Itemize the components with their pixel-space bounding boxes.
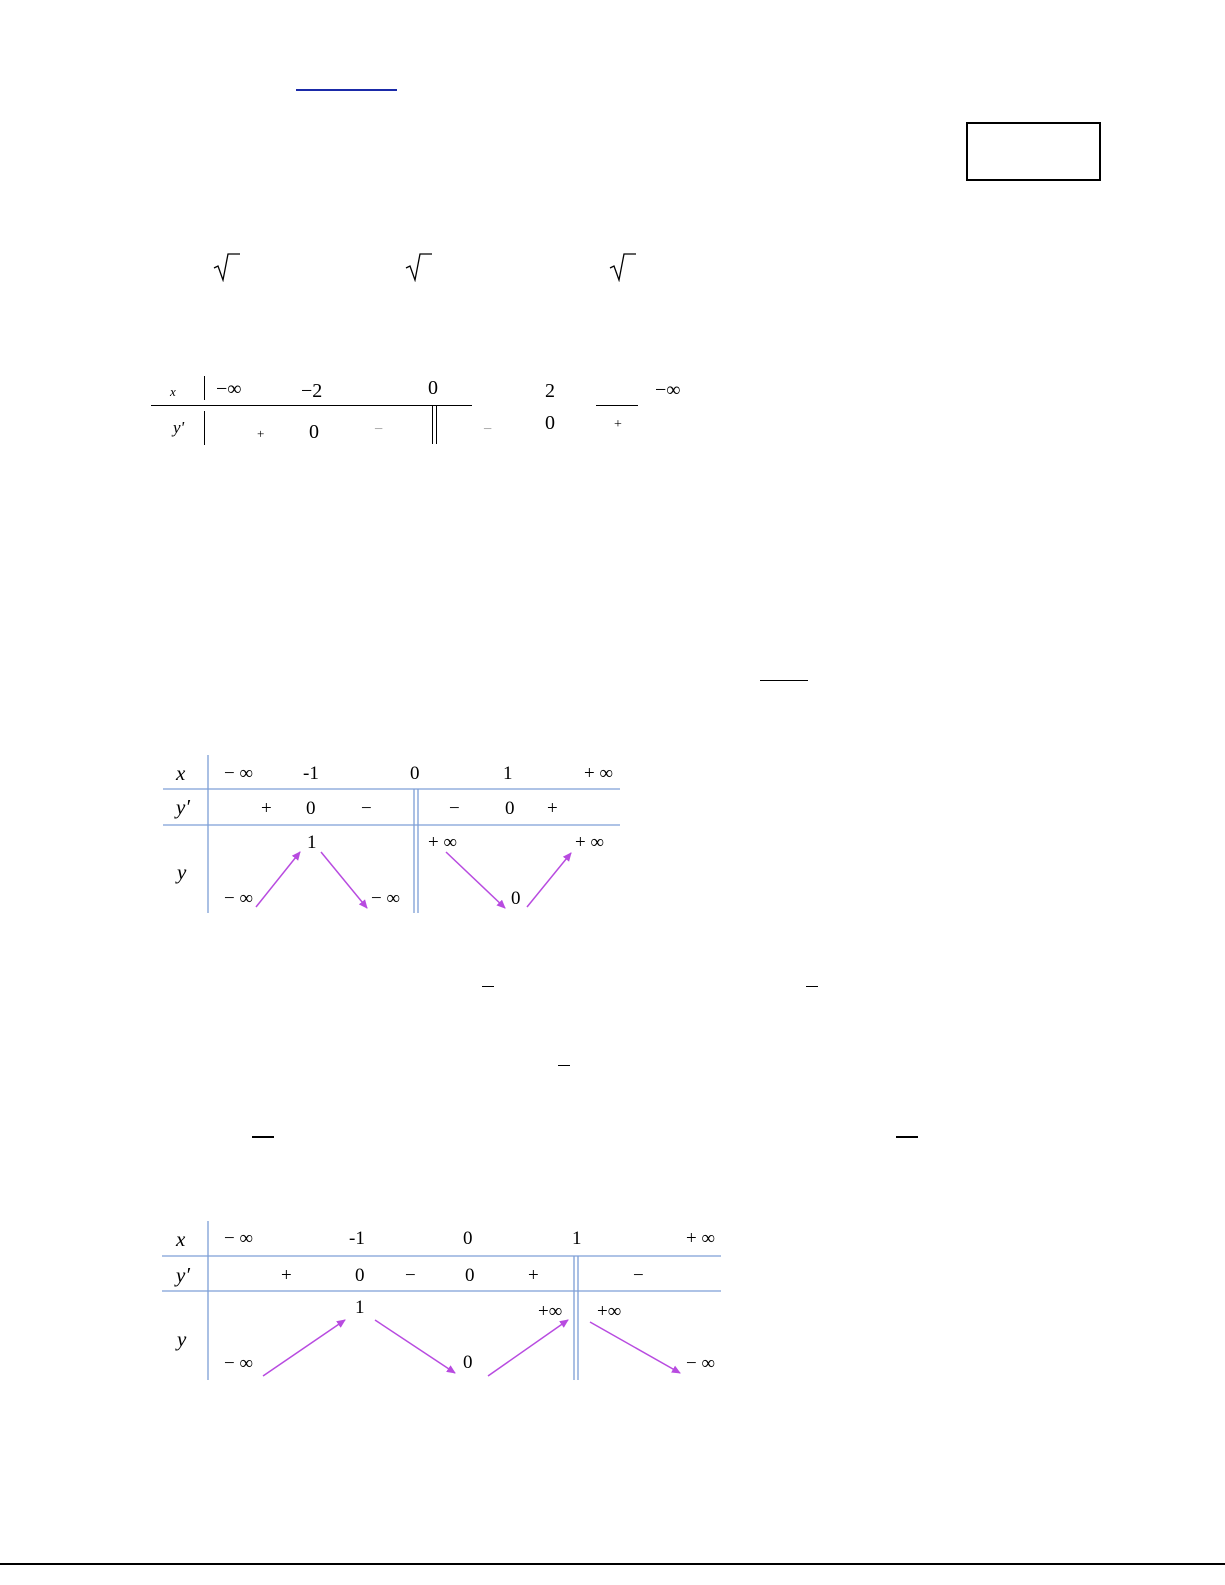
t3-yp-zero-2: 0	[465, 1265, 475, 1286]
t2-y-pos-inf-left: + ∞	[428, 832, 458, 853]
t1-yp-minus-1: −	[374, 421, 384, 438]
t2-x-zero: 0	[410, 763, 420, 784]
t3-y-neg-inf-right: − ∞	[686, 1353, 716, 1374]
t2-y-neg-inf-mid: − ∞	[371, 888, 401, 909]
t3-yp-plus-1: +	[281, 1265, 292, 1286]
t1-x-label: x	[170, 384, 176, 399]
t2-yp-minus-1: −	[361, 798, 372, 819]
t2-x-pos-inf: + ∞	[584, 763, 614, 784]
t2-yp-label: y′	[176, 795, 190, 819]
t3-x-pos-inf: + ∞	[686, 1228, 716, 1249]
t3-arrow-down-1	[375, 1320, 455, 1373]
t3-yp-label: y′	[176, 1263, 190, 1287]
t1-yp-label: y'	[173, 418, 185, 437]
t3-yp-minus-2: −	[633, 1265, 644, 1286]
t3-y-pos-inf-left: +∞	[538, 1301, 563, 1322]
t3-x-one: 1	[572, 1228, 582, 1249]
t2-y-pos-inf-right: + ∞	[575, 832, 605, 853]
t3-y-max: 1	[355, 1297, 365, 1318]
t2-x-neg-inf: − ∞	[224, 763, 254, 784]
t2-yp-minus-2: −	[449, 798, 460, 819]
t3-x-zero: 0	[463, 1228, 473, 1249]
t3-y-min: 0	[463, 1352, 473, 1373]
t3-x-label: x	[176, 1227, 186, 1251]
t3-x-neg1: -1	[349, 1228, 365, 1249]
t1-x-two: 2	[545, 380, 555, 402]
t3-yp-zero-1: 0	[355, 1265, 365, 1286]
t1-yp-zero-2: 0	[545, 412, 555, 434]
t1-yp-plus-1: +	[257, 426, 265, 441]
t1-yp-minus-2: −	[483, 421, 493, 438]
t1-yp-plus-2: +	[614, 417, 622, 432]
t2-y-max: 1	[307, 832, 317, 853]
t3-y-neg-inf-left: − ∞	[224, 1353, 254, 1374]
t3-x-neg-inf: − ∞	[224, 1228, 254, 1249]
t2-yp-plus-1: +	[261, 798, 272, 819]
t2-yp-zero-1: 0	[306, 798, 316, 819]
t3-yp-plus-2: +	[528, 1265, 539, 1286]
t3-arrow-up-2	[488, 1320, 568, 1376]
t1-x-zero: 0	[428, 377, 438, 399]
t3-y-label: y	[177, 1327, 187, 1351]
t2-x-one: 1	[503, 763, 513, 784]
t1-yp-zero-1: 0	[309, 421, 319, 443]
t2-x-label: x	[176, 761, 186, 785]
t3-arrow-up-1	[263, 1320, 345, 1376]
t1-x-neg-inf: −∞	[216, 378, 242, 400]
t3-yp-minus-1: −	[405, 1265, 416, 1286]
t3-y-pos-inf-right: +∞	[597, 1301, 622, 1322]
t1-x-neg2: −2	[301, 380, 323, 402]
t2-yp-plus-2: +	[547, 798, 558, 819]
t2-y-label: y	[177, 860, 187, 884]
page-bottom-rule	[0, 1563, 1225, 1565]
t2-y-min: 0	[511, 888, 521, 909]
t2-yp-zero-2: 0	[505, 798, 515, 819]
t2-y-neg-inf-left: − ∞	[224, 888, 254, 909]
t3-arrow-down-2	[590, 1322, 680, 1373]
t2-x-neg1: -1	[303, 763, 319, 784]
t1-x-last: −∞	[655, 379, 681, 401]
